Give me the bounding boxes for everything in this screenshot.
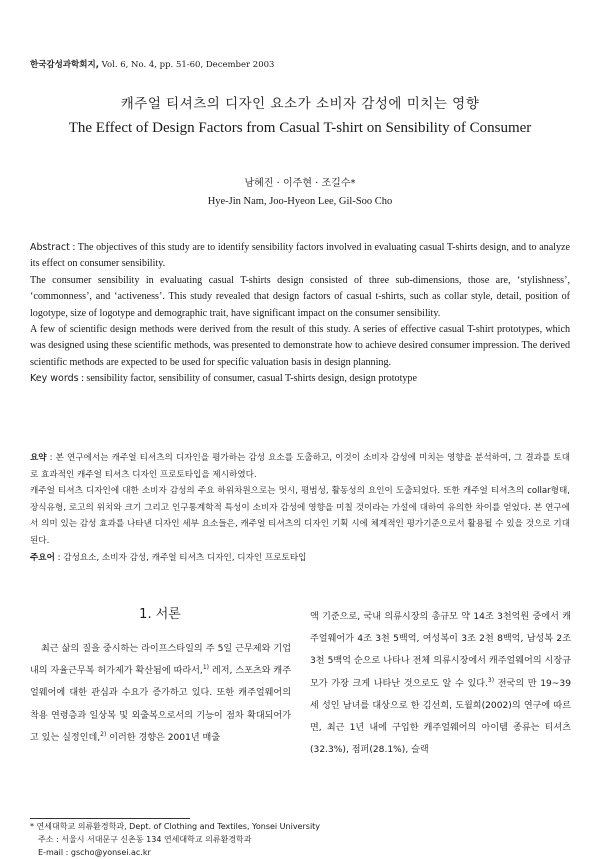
section-heading-introduction: 1. 서론 [139, 607, 181, 622]
abstract-paragraph-3: A few of scientific design methods were derived from the result of this study. A series of effective casual T-shirt prototypes, which was designed using these scientific methods, was presented to demonstrate how to achieve desired consumer impression. The derived scientific methods are expected to be used for specific valuation basis in design planning. [30, 324, 570, 368]
korean-summary-paragraph-1 [30, 450, 570, 483]
abstract-keywords [30, 371, 570, 387]
body-paragraph-right [310, 606, 571, 761]
body-text-left-c: 이러한 경향은 2001년 매출 [106, 732, 221, 743]
abstract-section [30, 240, 570, 388]
abstract-text-1: : The objectives of this study are to identify sensibility factors involved in evaluating casual T-shirts design, and to analyze its effect on consumer sensibility. [30, 242, 570, 270]
body-text-right-b: 전국의 만 19~39세 성인 남녀를 대상으로 한 김선희, 도윌희(2002)의 연구에 따르면, 최근 1년 내에 구입한 캐주얼웨어의 아이템 종류는 티셔츠(32.3%), 점퍼(28.1%), 슬랙 [310, 678, 572, 756]
korean-summary-paragraph-2: 캐주얼 티셔츠 디자인에 대한 소비자 감성의 주요 하위차원으로는 멋시, 평범성, 활동성의 요인이 도출되었다. 또한 캐주얼 티셔츠의 collar형태, 장식유형, 로고의 위치와 크기 그리고 인구통계학적 특성이 소비자 감성에 영향을 미칠 것이라는 가설에 대하여 유의한 차이를 얻었다. 본 연구에서 의미 있는 감성 효과를 나타낸 디자인 세부 요소들은, 캐주얼 티셔츠의 디자인 기획 시에 체계적인 평가기준으로서 활용될 수 있을 것으로 기대된다. [30, 486, 570, 546]
title-korean: 캐주얼 티셔츠의 디자인 요소가 소비자 감성에 미치는 영향 [120, 96, 480, 112]
title-english: The Effect of Design Factors from Casual T-shirt on Sensibility of Consumer [68, 120, 532, 136]
keywords-text: : sensibility factor, sensibility of consumer, casual T-shirts design, design prototype [78, 373, 417, 385]
footnote-affiliation: * 연세대학교 의류환경학과, Dept. of Clothing and Textiles, Yonsei University [30, 822, 321, 831]
abstract-paragraph-1 [30, 240, 570, 273]
korean-summary-label: 요약 [30, 453, 47, 463]
korean-summary-text-1: : 본 연구에서는 캐주얼 티셔츠의 디자인을 평가하는 감성 요소를 도출하고, 이것이 소비자 감성에 미치는 영향을 분석하여, 그 결과를 토대로 효과적인 캐주얼 티셔츠 디자인 프로토타입을 제시하였다. [30, 453, 570, 480]
korean-keywords-text: : 감성요소, 소비자 감성, 캐주얼 티셔츠 디자인, 디자인 프로토타입 [54, 552, 307, 563]
body-text-right-a: 액 기준으로, 국내 의류시장의 총규모 약 14조 3천억원 중에서 캐주얼웨어가 4조 3천 5백억, 여성복이 3조 2천 8백억, 남성복 2조 3천 5백억 순으로 나타나 전체 의류시장에서 캐주얼웨어의 시장규모가 가장 크게 나타난 것으로도 알 수 있다. [310, 612, 571, 689]
abstract-paragraph-2: The consumer sensibility in evaluating casual T-shirts design consisted of three sub-dimensions, those are, ‘stylishness’, ‘commonness’, and ‘activeness’. This study revealed that design factors of casual t-shirts, such as collar style, detail, position of logotype, size of logotype and demographic trait, have significant impact on the consumer sensibility. [30, 274, 570, 319]
abstract-label: Abstract [30, 242, 70, 253]
citation-ref-2: 2) [100, 730, 107, 738]
citation-ref-3: 3) [487, 676, 495, 684]
body-text-left-b: 레저, 스포츠와 캐주얼웨어에 대한 관심과 수요가 증가하고 있다. 또한 캐주얼웨어의 착용 연령층과 일상복 및 외출복으로서의 기능이 점차 확대되어가고 있는 실정인데, [30, 666, 291, 743]
korean-keywords-label: 주요어 [30, 552, 55, 563]
korean-summary-section [30, 450, 570, 566]
korean-keywords [30, 550, 570, 567]
citation-ref-1: 1) [202, 664, 209, 672]
journal-name: 한국감성과학회지, [30, 60, 99, 70]
footnote-email: E-mail : gscho@yonsei.ac.kr [38, 848, 151, 857]
body-paragraph-left [30, 638, 291, 749]
journal-citation [30, 58, 274, 70]
body-text-left-a: 최근 삶의 질을 중시하는 라이프스타일의 주 5일 근무제와 기업 내의 자율근무복 허가제가 확산됨에 따라서, [30, 644, 291, 677]
keywords-label: Key words [30, 373, 79, 385]
journal-volume-info: Vol. 6, No. 4, pp. 51-60, December 2003 [98, 60, 275, 70]
body-column-left [30, 638, 291, 749]
footnote-address: 주소 : 서울시 서대문구 신촌동 134 연세대학교 의류환경학과 [38, 835, 252, 844]
authors-korean: 남혜진 · 이주현 · 조길수* [244, 178, 356, 189]
authors-english: Hye-Jin Nam, Joo-Hyeon Lee, Gil-Soo Cho [207, 196, 393, 207]
footnote-section [30, 818, 570, 859]
body-column-right [310, 606, 571, 761]
